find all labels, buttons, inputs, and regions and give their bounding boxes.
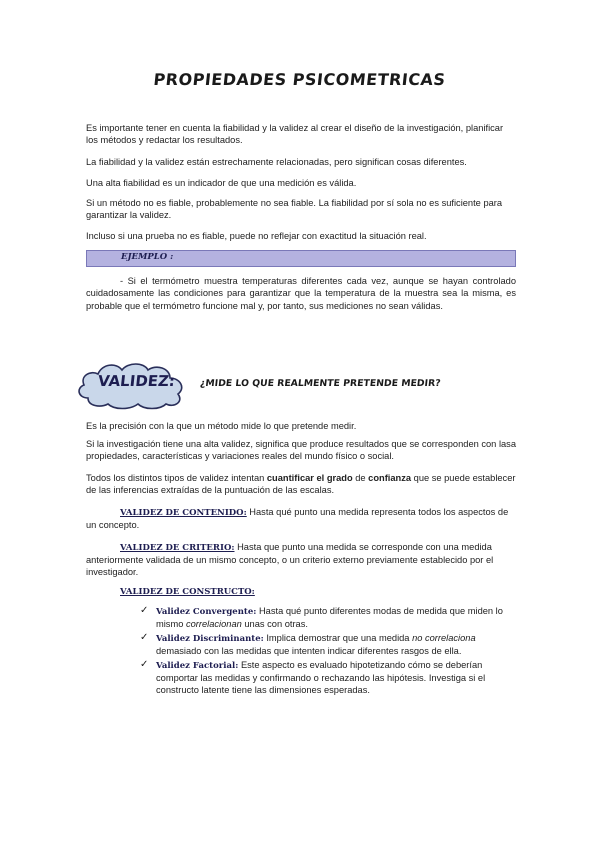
example-banner <box>86 250 516 267</box>
discriminante-term: Validez Discriminante: <box>156 634 264 644</box>
check-icon: ✓ <box>140 605 149 616</box>
contenido-text: Hasta qué punto una medida representa todos los aspectos de un concepto. <box>86 507 509 530</box>
factorial-text: Este aspecto es evaluado hipotetizando cómo se deberían comportar las medidas y confirmando o rechazando las hipótesis. Investiga si el constructo latente tiene las dimensiones esperadas. <box>156 660 486 695</box>
intro-paragraph-1: Es importante tener en cuenta la fiabilidad y la validez al crear el diseño de la investigación, planificar los métodos y redactar los resultados. <box>86 123 504 145</box>
example-label: EJEMPLO : <box>121 252 174 262</box>
validez-p3-bold-1: cuantificar el grado <box>266 473 353 483</box>
convergente-text-pre: Hasta qué punto diferentes modas de medida que miden lo mismo <box>156 606 503 629</box>
validez-paragraph-1: Es la precisión con la que un método mide lo que pretende medir. <box>86 421 357 431</box>
validez-paragraph-3 <box>86 472 516 496</box>
intro-paragraph-5: Incluso si una prueba no es fiable, puede no reflejar con exactitud la situación real. <box>86 231 427 241</box>
convergente-text-post: unas con otras. <box>241 619 308 629</box>
criterio-text: Hasta que punto una medida se corresponde con una medida anteriormente validada de un mismo concepto, o un criterio externo previamente establecido por el investigador. <box>86 542 494 577</box>
criterio-paragraph <box>86 541 516 578</box>
validez-p3-post: que se puede establecer de las inferencias extraídas de la puntuación de las escalas. <box>86 473 516 495</box>
validez-paragraph-2: Si la investigación tiene una alta validez, significa que produce resultados que se corresponden con lasa propiedades, características y variaciones reales del mundo físico o social. <box>86 439 516 461</box>
page-title: PROPIEDADES PSICOMETRICAS <box>152 70 447 89</box>
factorial-term: Validez Factorial: <box>156 661 239 671</box>
contenido-paragraph <box>86 506 516 531</box>
validez-question: ¿MIDE LO QUE REALMENTE PRETENDE MEDIR? <box>199 378 442 389</box>
validez-p3-mid: de <box>352 473 369 483</box>
constructo-title: VALIDEZ DE CONSTRUCTO: <box>120 587 255 597</box>
contenido-title: VALIDEZ DE CONTENIDO: <box>120 508 247 518</box>
validez-heading: VALIDEZ: <box>97 372 176 390</box>
constructo-list <box>140 605 520 698</box>
criterio-title: VALIDEZ DE CRITERIO: <box>120 543 235 553</box>
validez-p3-pre: Todos los distintos tipos de validez intentan <box>86 473 267 483</box>
intro-paragraph-4: Si un método no es fiable, probablemente no sea fiable. La fiabilidad por sí sola no es suficiente para garantizar la validez. <box>86 198 503 220</box>
list-item <box>140 632 520 657</box>
convergente-term: Validez Convergente: <box>156 607 257 617</box>
discriminante-text-post: demasiado con las medidas que intenten indicar diferentes rasgos de ella. <box>156 646 462 656</box>
example-text: - Si el termómetro muestra temperaturas diferentes cada vez, aunque se hayan controlado cuidadosamente las condiciones para garantizar que la temperatura de la muestra sea la misma, es probable que el termómetro funcione mal y, por tanto, sus mediciones no sean válidas. <box>86 276 516 311</box>
check-icon: ✓ <box>140 659 149 670</box>
discriminante-text-em: no correlaciona <box>412 633 476 643</box>
list-item <box>140 659 520 696</box>
discriminante-text-pre: Implica demostrar que una medida <box>263 633 413 643</box>
validez-p3-bold-2: confianza <box>368 473 412 483</box>
intro-paragraph-2: La fiabilidad y la validez están estrechamente relacionadas, pero significan cosas diferentes. <box>86 157 467 167</box>
convergente-text-em: correlacionan <box>185 619 242 629</box>
list-item <box>140 605 520 630</box>
intro-paragraph-3: Una alta fiabilidad es un indicador de que una medición es válida. <box>86 178 357 188</box>
check-icon: ✓ <box>140 632 149 643</box>
